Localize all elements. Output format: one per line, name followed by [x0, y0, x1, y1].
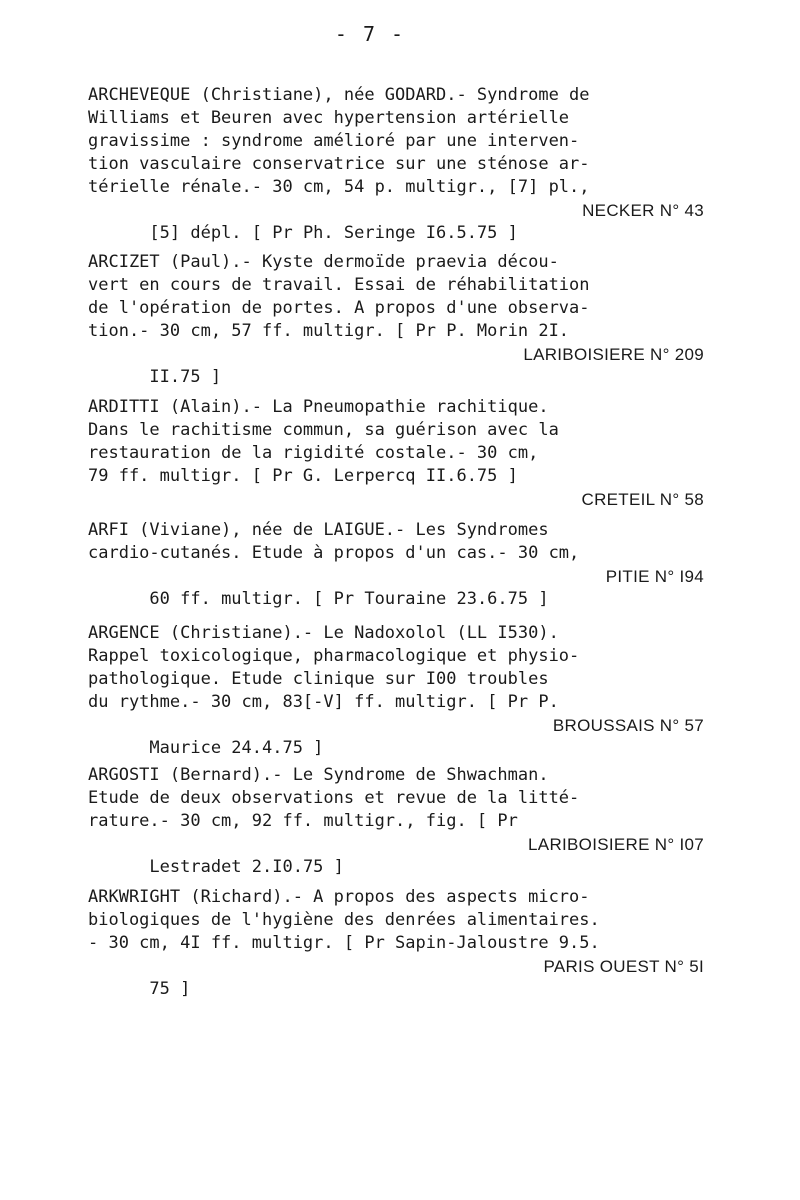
- entry-line: tion vasculaire conservatrice sur une sténose ar-: [88, 154, 590, 174]
- bibliography-entry: [88, 764, 728, 877]
- entry-line: térielle rénale.- 30 cm, 54 p. multigr., [7] pl.,: [88, 177, 590, 197]
- entry-text: 60 ff. multigr. [ Pr Touraine 23.6.75 ]: [149, 589, 549, 609]
- entry-line: ARCIZET (Paul).- Kyste dermoïde praevia décou-: [88, 252, 559, 272]
- entry-text: Maurice 24.4.75 ]: [149, 738, 324, 758]
- entry-line: ARKWRIGHT (Richard).- A propos des aspects micro-: [88, 887, 590, 907]
- bibliography-entry: [88, 886, 728, 999]
- entry-line: ARDITTI (Alain).- La Pneumopathie rachitique.: [88, 397, 549, 417]
- entry-line: vert en cours de travail. Essai de réhabilitation: [88, 275, 590, 295]
- entry-line-with-location: [88, 565, 728, 609]
- entry-line: Williams et Beuren avec hypertension artérielle: [88, 108, 570, 128]
- entry-location: CRETEIL N° 58: [581, 490, 704, 509]
- entry-line-with-location: [88, 199, 728, 243]
- page-number: - 7 -: [334, 22, 406, 46]
- entry-line-with-location: [88, 714, 728, 758]
- entry-line: ARCHEVEQUE (Christiane), née GODARD.- Syndrome de: [88, 85, 590, 105]
- entry-line: de l'opération de portes. A propos d'une observa-: [88, 298, 590, 318]
- entry-text: 75 ]: [149, 979, 191, 999]
- entry-line: ARFI (Viviane), née de LAIGUE.- Les Syndromes: [88, 520, 549, 540]
- bibliography-entry: [88, 84, 728, 243]
- bibliography-entry: [88, 622, 728, 758]
- entry-line-with-location: [88, 833, 728, 877]
- entry-text: [5] dépl. [ Pr Ph. Seringe I6.5.75 ]: [149, 223, 518, 243]
- entry-line: tion.- 30 cm, 57 ff. multigr. [ Pr P. Morin 2I.: [88, 321, 570, 341]
- entry-line: Dans le rachitisme commun, sa guérison avec la: [88, 420, 559, 440]
- entry-line: du rythme.- 30 cm, 83[-V] ff. multigr. [ Pr P.: [88, 692, 559, 712]
- entry-line: cardio-cutanés. Etude à propos d'un cas.- 30 cm,: [88, 543, 580, 563]
- entry-line-with-location: [88, 955, 728, 999]
- bibliography-entry: [88, 519, 728, 609]
- entry-line: Rappel toxicologique, pharmacologique et physio-: [88, 646, 580, 666]
- entry-line: Etude de deux observations et revue de la litté-: [88, 788, 580, 808]
- entry-line: biologiques de l'hygiène des denrées alimentaires.: [88, 910, 600, 930]
- entry-location: BROUSSAIS N° 57: [552, 716, 704, 735]
- entry-line-with-location: [88, 488, 728, 511]
- entry-line: restauration de la rigidité costale.- 30 cm,: [88, 443, 539, 463]
- entry-text: Lestradet 2.I0.75 ]: [149, 857, 344, 877]
- entry-line: rature.- 30 cm, 92 ff. multigr., fig. [ Pr: [88, 811, 518, 831]
- entry-line: - 30 cm, 4I ff. multigr. [ Pr Sapin-Jaloustre 9.5.: [88, 933, 600, 953]
- entry-location: LARIBOISIERE N° 209: [523, 345, 704, 364]
- entry-line: pathologique. Etude clinique sur I00 troubles: [88, 669, 549, 689]
- entry-text: II.75 ]: [149, 367, 222, 387]
- entry-location: NECKER N° 43: [582, 201, 704, 220]
- entry-line: ARGENCE (Christiane).- Le Nadoxolol (LL I530).: [88, 623, 559, 643]
- entry-location: PITIE N° I94: [605, 567, 704, 586]
- entry-line: gravissime : syndrome amélioré par une interven-: [88, 131, 580, 151]
- entry-line: ARGOSTI (Bernard).- Le Syndrome de Shwachman.: [88, 765, 549, 785]
- entry-line-with-location: [88, 343, 728, 387]
- bibliography-entry: [88, 251, 728, 387]
- bibliography-entry: [88, 396, 728, 511]
- entry-location: PARIS OUEST N° 5I: [543, 957, 704, 976]
- entry-location: LARIBOISIERE N° I07: [528, 835, 704, 854]
- entry-line: 79 ff. multigr. [ Pr G. Lerpercq II.6.75 ]: [88, 466, 518, 486]
